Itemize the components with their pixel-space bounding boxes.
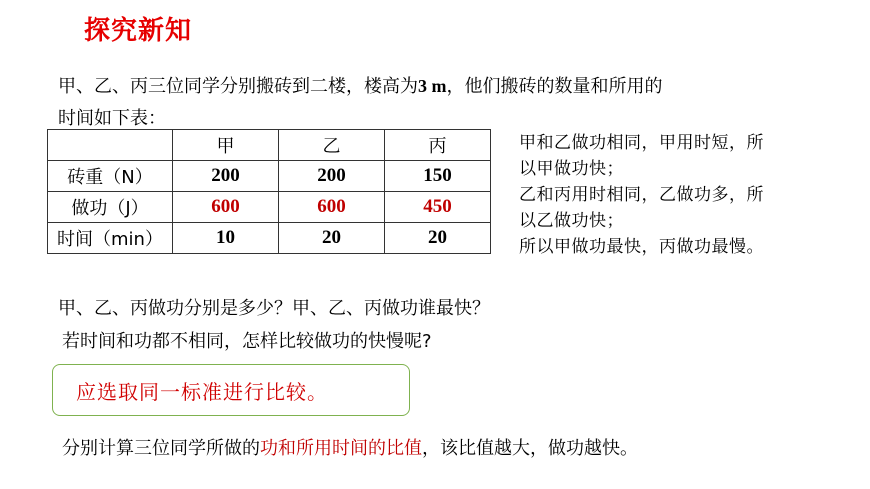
table-header-row xyxy=(48,130,491,161)
question-1: 甲、乙、丙做功分别是多少？甲、乙、丙做功谁最快？ xyxy=(58,298,490,319)
table-cell: 200 xyxy=(173,161,279,192)
table-cell: 20 xyxy=(385,223,491,254)
side-note-line: 以乙做功快； xyxy=(519,211,624,231)
side-note-line: 所以甲做功最快，丙做功最慢。 xyxy=(519,237,764,257)
table-cell: 150 xyxy=(385,161,491,192)
side-note-line: 乙和丙用时相同，乙做功多，所 xyxy=(519,185,764,205)
table-cell: 10 xyxy=(173,223,279,254)
table-row-weight xyxy=(48,161,491,192)
intro-text-1: 甲、乙、丙三位同学分别搬砖到二楼，楼高为 xyxy=(58,76,418,97)
intro-text-2: ，他们搬砖的数量和所用的 xyxy=(446,76,663,97)
row-label-weight: 砖重（N） xyxy=(48,161,173,192)
question-2: 若时间和功都不相同，怎样比较做功的快慢呢? xyxy=(62,331,432,352)
table-cell: 600 xyxy=(173,192,279,223)
column-header-yi: 乙 xyxy=(279,130,385,161)
table-row-work xyxy=(48,192,491,223)
table-cell: 200 xyxy=(279,161,385,192)
table-cell: 450 xyxy=(385,192,491,223)
intro-text-3: 时间如下表： xyxy=(58,108,166,129)
side-note-line: 甲和乙做功相同，甲用时短，所 xyxy=(519,133,764,153)
conclusion-text-2: ，该比值越大，做功越快。 xyxy=(422,438,638,459)
conclusion xyxy=(62,434,638,460)
table-row-time xyxy=(48,223,491,254)
table-cell: 20 xyxy=(279,223,385,254)
column-header-bing: 丙 xyxy=(385,130,491,161)
row-label-time: 时间（min） xyxy=(48,223,173,254)
building-height: 3 m xyxy=(418,76,447,96)
table-corner-cell xyxy=(48,130,173,161)
page-title: 探究新知 xyxy=(84,16,193,46)
row-label-work: 做功（J） xyxy=(48,192,173,223)
conclusion-text-1: 分别计算三位同学所做的 xyxy=(62,438,260,459)
intro-paragraph xyxy=(58,70,818,135)
column-header-jia: 甲 xyxy=(173,130,279,161)
conclusion-highlight: 功和所用时间的比值 xyxy=(260,438,422,459)
answer-text: 应选取同一标准进行比较。 xyxy=(76,380,328,404)
side-notes xyxy=(519,130,829,260)
table-cell: 600 xyxy=(279,192,385,223)
side-note-line: 以甲做功快； xyxy=(519,159,624,179)
data-table xyxy=(47,129,491,254)
